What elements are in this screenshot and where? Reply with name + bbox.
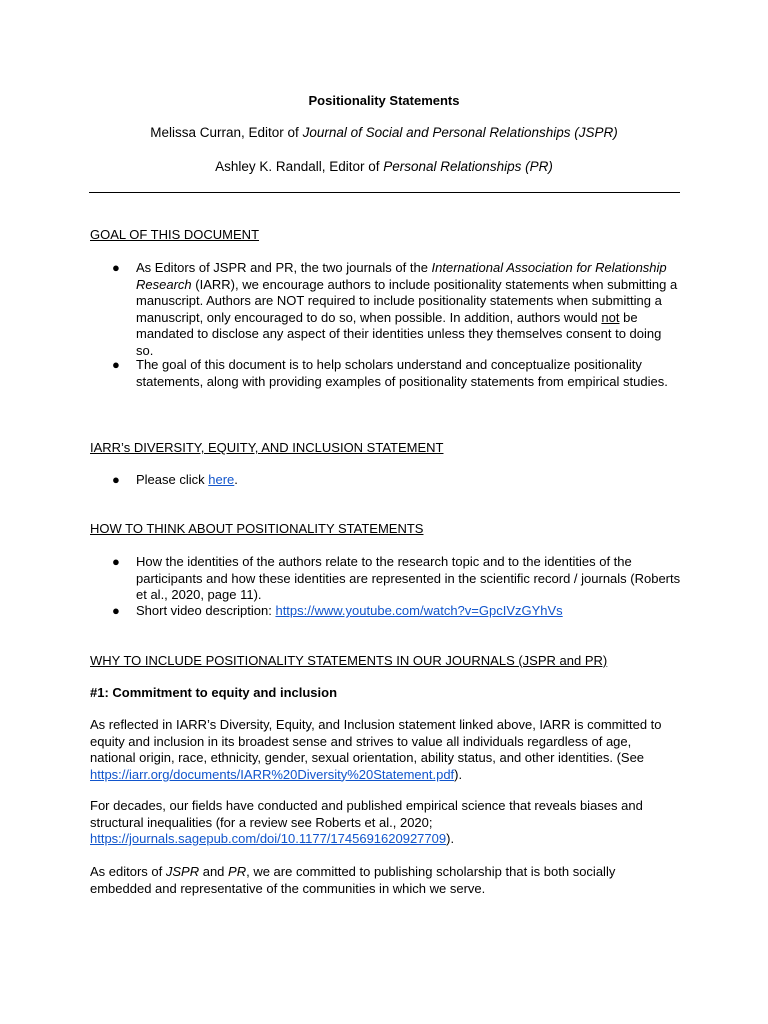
think-bullet-2: ● Short video description: https://www.youtube.com/watch?v=GpcIVzGYhVs (112, 603, 563, 618)
paragraph-editors: As editors of JSPR and PR, we are committed to publishing scholarship that is both socially embedded and representative of the communities in which we serve. (90, 864, 616, 896)
bullet-icon: ● (112, 603, 120, 618)
author1-prefix: Melissa Curran, Editor of (150, 125, 303, 140)
author2-journal: Personal Relationships (PR) (383, 159, 553, 174)
paragraph-biases: For decades, our fields have conducted and published empirical science that reveals biases and structural inequalities (for a review see Roberts et al., 2020; https://journals.sagepub.com/doi/10.1177/1745691620927709). (90, 798, 643, 846)
bullet-icon: ● (112, 554, 120, 569)
author1-journal: Journal of Social and Personal Relationships (JSPR) (302, 125, 618, 140)
document-title: Positionality Statements (308, 93, 460, 108)
dei-statement-link[interactable]: here (208, 472, 235, 487)
youtube-video-link[interactable]: https://www.youtube.com/watch?v=GpcIVzGYhVs (275, 603, 563, 618)
goal-heading: GOAL OF THIS DOCUMENT (90, 227, 260, 242)
commitment-subheading: #1: Commitment to equity and inclusion (90, 685, 338, 700)
bullet-icon: ● (112, 357, 120, 372)
horizontal-rule (89, 192, 680, 193)
goal-bullet-1: ● As Editors of JSPR and PR, the two journals of the International Association for Relationship Research (IARR), we encourage authors to include positionality statements when submitting a manuscript. Authors are NOT required to include positionality statements when submitting a manuscript, only encouraged to do so, when possible. In addition, authors would not be mandated to disclose any aspect of their identities unless they themselves consent to doing so. (112, 260, 678, 358)
think-heading: HOW TO THINK ABOUT POSITIONALITY STATEMENTS (90, 521, 424, 536)
iarr-diversity-statement-link[interactable]: https://iarr.org/documents/IARR%20Diversity%20Statement.pdf (90, 766, 455, 782)
bullet-icon: ● (112, 260, 120, 275)
author2-prefix: Ashley K. Randall, Editor of (215, 159, 384, 174)
bullet-icon: ● (112, 472, 120, 487)
why-heading: WHY TO INCLUDE POSITIONALITY STATEMENTS IN OUR JOURNALS (JSPR and PR) (90, 653, 608, 668)
think-bullet-1: ● How the identities of the authors relate to the research topic and to the identities of the participants and how these identities are represented in the scientific record / journals (Roberts et al., 2020, page 11). (112, 554, 681, 602)
author-line-1 (0, 125, 768, 142)
goal-bullet-2: ● The goal of this document is to help scholars understand and conceptualize positionality statements, along with providing examples of positionality statements from empirical studies. (112, 357, 668, 389)
author-line-2 (0, 159, 768, 176)
paragraph-iarr-commitment: As reflected in IARR’s Diversity, Equity, and Inclusion statement linked above, IARR is committed to equity and inclusion in its broadest sense and strives to value all individuals regardless of age, national origin, race, ethnicity, gender, sexual orientation, ability status, and other identities. (See https://iarr.org/documents/IARR%20Diversity%20Statement.pdf). (90, 717, 662, 782)
dei-bullet-1: ● Please click here. (112, 472, 238, 487)
sagepub-article-link[interactable]: https://journals.sagepub.com/doi/10.1177/1745691620927709 (90, 831, 447, 846)
dei-heading: IARR’s DIVERSITY, EQUITY, AND INCLUSION STATEMENT (90, 440, 444, 455)
